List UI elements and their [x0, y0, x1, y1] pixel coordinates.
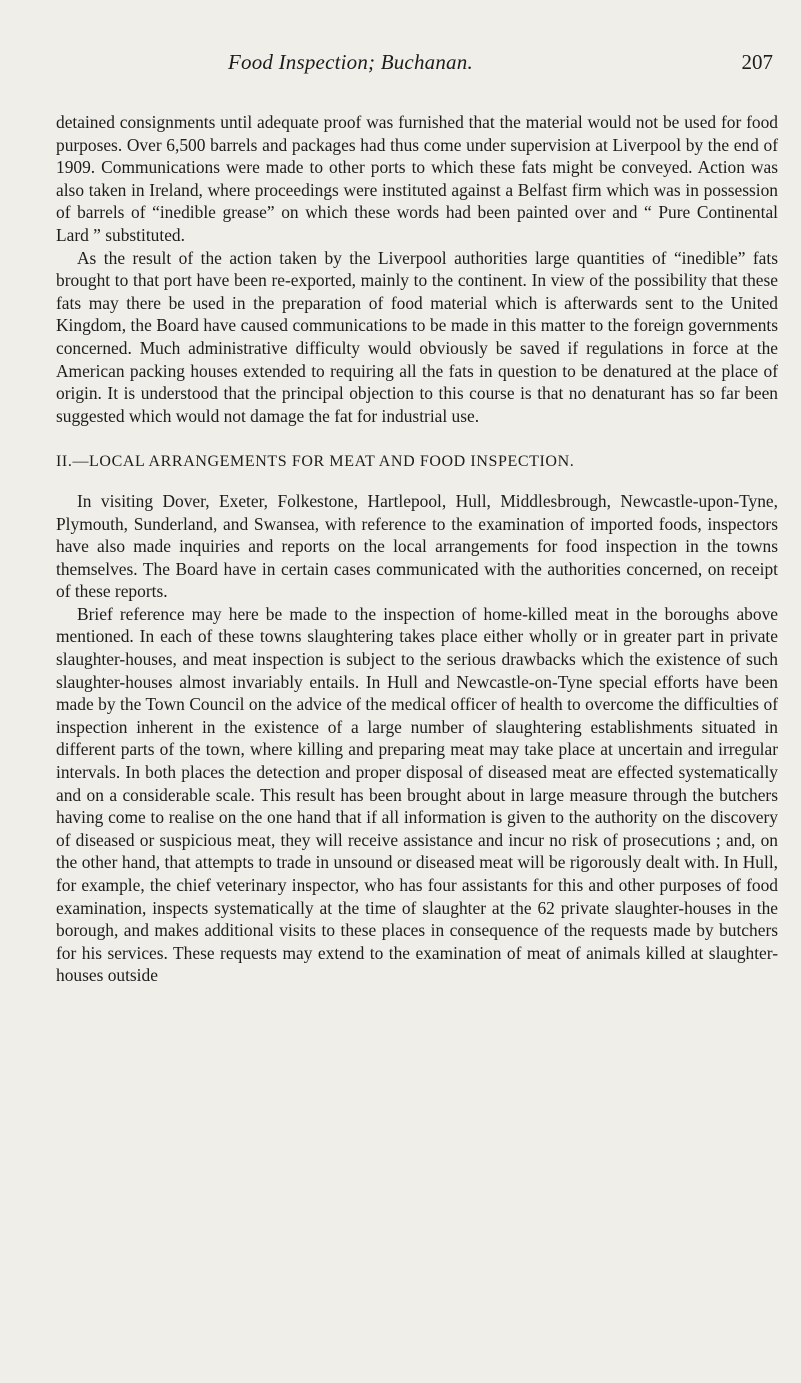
section-heading: II.—LOCAL ARRANGEMENTS FOR MEAT AND FOOD INSPECTION.	[56, 453, 575, 471]
running-head: Food Inspection; Buchanan.	[228, 50, 473, 74]
paragraph: As the result of the action taken by the Liverpool authorities large quantities of “inedible” fats brought to that port have been re-exported, mainly to the continent. In view of the possibility that these fats may there be used in the preparation of food material which is afterwards sent to the United Kingdom, the Board have caused communications to be made in this matter to the foreign governments concerned. Much administrative difficulty would obviously be saved if regulations in force at the American packing houses extended to requiring all the fats in question to be denatured at the place of origin. It is understood that the principal objection to this course is that no denaturant has so far been suggested which would not damage the fat for industrial use.	[56, 247, 778, 426]
paragraph-continued: detained consignments until adequate proof was furnished that the material would not be used for food purposes. Over 6,500 barrels and packages had thus come under supervision at Liverpool by the end of 1909. Communications were made to other ports to which these fats might be conveyed. Action was also taken in Ireland, where proceedings were instituted against a Belfast firm which was in possession of barrels of “inedible grease” on which these words had been painted over and “ Pure Continental Lard ” substituted.	[56, 112, 778, 245]
body-text	[56, 111, 778, 987]
paragraph: Brief reference may here be made to the inspection of home-killed meat in the boroughs above mentioned. In each of these towns slaughtering takes place either wholly or in greater part in private slaughter-houses, and meat inspection is subject to the serious drawbacks which the existence of such slaughter-houses almost invariably entails. In Hull and Newcastle-on-Tyne special efforts have been made by the Town Council on the advice of the medical officer of health to overcome the difficulties of inspection inherent in the existence of a large number of slaughtering establishments situated in different parts of the town, where killing and preparing meat may take place at uncertain and irregular intervals. In both places the detection and proper disposal of diseased meat are effected systematically and on a considerable scale. This result has been brought about in large measure through the butchers having come to realise on the one hand that if all information is given to the authority on the discovery of diseased or suspicious meat, they will receive assistance and incur no risk of prosecutions ; and, on the other hand, that attempts to trade in unsound or diseased meat will be rigorously dealt with. In Hull, for example, the chief veterinary inspector, who has four assistants for this and other purposes of food examination, inspects systematically at the time of slaughter at the 62 private slaughter-houses in the borough, and makes additional visits to these places in consequence of the requests made by butchers for his services. These requests may extend to the examination of meat of animals killed at slaughter-houses outside	[56, 603, 778, 986]
paragraph: In visiting Dover, Exeter, Folkestone, Hartlepool, Hull, Middlesbrough, Newcastle-upon-Tyne, Plymouth, Sunderland, and Swansea, with reference to the examination of imported foods, inspectors have also made inquiries and reports on the local arrangements for food inspection in the towns themselves. The Board have in certain cases communicated with the authorities concerned, on receipt of these reports.	[56, 490, 778, 602]
page-number: 207	[741, 50, 773, 74]
